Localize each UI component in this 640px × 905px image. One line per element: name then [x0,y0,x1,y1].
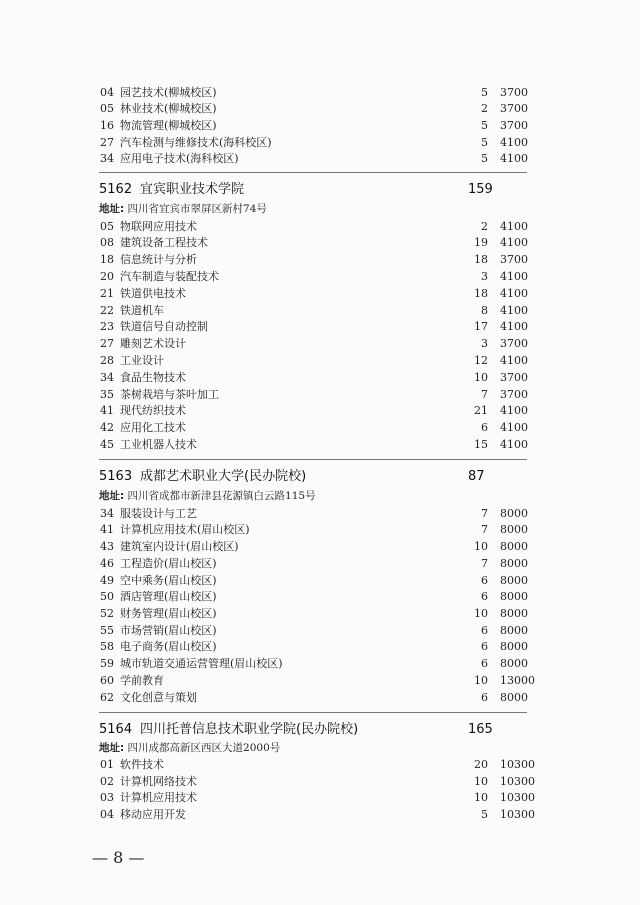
address-text: 四川成都高新区西区大道2000号 [127,742,281,754]
major-fee: 3700 [500,253,528,266]
major-fee: 4100 [500,287,528,300]
major-row [0,506,640,522]
address-label: 地址: [99,490,125,502]
major-name: 工程造价(眉山校区) [120,557,217,570]
major-row [0,101,640,117]
major-row [0,539,640,555]
major-name: 服装设计与工艺 [120,507,197,520]
section-divider [99,459,527,460]
major-code: 23 [100,320,114,333]
major-row [0,286,640,302]
major-code: 41 [100,404,114,417]
major-fee: 10300 [500,808,535,821]
major-fee: 8000 [500,523,528,536]
major-fee: 3700 [500,119,528,132]
major-count: 5 [481,136,488,149]
major-fee: 10300 [500,791,535,804]
major-code: 35 [100,388,114,401]
major-fee: 4100 [500,220,528,233]
major-fee: 10300 [500,758,535,771]
major-count: 5 [481,119,488,132]
school-total: 159 [468,182,493,197]
school-address [99,201,267,217]
address-text: 四川省成都市新津县花源镇白云路115号 [127,490,316,502]
major-fee: 3700 [500,337,528,350]
school-address [99,740,280,756]
major-fee: 3700 [500,86,528,99]
major-count: 17 [474,320,488,333]
major-name: 电子商务(眉山校区) [120,640,217,653]
major-count: 3 [481,270,488,283]
major-count: 6 [481,624,488,637]
major-name: 物流管理(柳城校区) [120,119,217,132]
major-code: 46 [100,557,114,570]
major-name: 工业机器人技术 [120,438,197,451]
major-row [0,623,640,639]
major-fee: 8000 [500,590,528,603]
address-label: 地址: [99,203,125,215]
major-name: 酒店管理(眉山校区) [120,590,217,603]
school-code: 5164 [99,722,133,737]
major-fee: 4100 [500,421,528,434]
major-row [0,319,640,335]
major-code: 43 [100,540,114,553]
major-code: 34 [100,371,114,384]
major-count: 6 [481,691,488,704]
major-name: 林业技术(柳城校区) [120,102,217,115]
major-name: 茶树栽培与茶叶加工 [120,388,219,401]
major-name: 城市轨道交通运营管理(眉山校区) [120,657,283,670]
major-row [0,690,640,706]
major-fee: 4100 [500,136,528,149]
major-code: 05 [100,220,114,233]
major-fee: 4100 [500,304,528,317]
major-count: 15 [474,438,488,451]
major-code: 62 [100,691,114,704]
major-count: 7 [481,557,488,570]
major-name: 园艺技术(柳城校区) [120,86,217,99]
major-count: 6 [481,657,488,670]
major-code: 16 [100,119,114,132]
major-row [0,370,640,386]
page-number: — 8 — [92,848,145,867]
school-name: 四川托普信息技术职业学院(民办院校) [140,722,359,737]
major-code: 02 [100,775,114,788]
major-fee: 13000 [500,674,535,687]
major-row [0,420,640,436]
major-count: 19 [474,236,488,249]
major-fee: 4100 [500,152,528,165]
major-row [0,522,640,538]
major-count: 8 [481,304,488,317]
major-count: 12 [474,354,488,367]
major-row [0,336,640,352]
major-count: 10 [474,674,488,687]
school-total: 87 [468,469,485,484]
major-row [0,403,640,419]
major-fee: 8000 [500,607,528,620]
major-code: 28 [100,354,114,367]
major-fee: 8000 [500,691,528,704]
major-name: 计算机应用技术 [120,791,197,804]
major-name: 计算机网络技术 [120,775,197,788]
major-name: 信息统计与分析 [120,253,197,266]
major-row [0,790,640,806]
major-row [0,606,640,622]
major-name: 食品生物技术 [120,371,186,384]
major-name: 文化创意与策划 [120,691,197,704]
major-code: 04 [100,808,114,821]
section-divider [99,172,527,173]
major-code: 58 [100,640,114,653]
major-fee: 10300 [500,775,535,788]
major-row [0,774,640,790]
school-header [0,180,640,200]
major-name: 软件技术 [120,758,164,771]
major-count: 2 [481,102,488,115]
major-name: 计算机应用技术(眉山校区) [120,523,250,536]
school-total: 165 [468,722,493,737]
major-name: 铁道机车 [120,304,164,317]
major-name: 物联网应用技术 [120,220,197,233]
major-code: 34 [100,507,114,520]
major-count: 21 [474,404,488,417]
major-count: 6 [481,574,488,587]
major-name: 学前教育 [120,674,164,687]
major-fee: 4100 [500,404,528,417]
major-code: 41 [100,523,114,536]
major-fee: 4100 [500,354,528,367]
major-code: 04 [100,86,114,99]
major-row [0,219,640,235]
school-address [99,488,316,504]
major-count: 3 [481,337,488,350]
major-code: 20 [100,270,114,283]
major-name: 铁道供电技术 [120,287,186,300]
school-header [0,720,640,740]
major-count: 10 [474,371,488,384]
major-row [0,303,640,319]
major-name: 雕刻艺术设计 [120,337,186,350]
section-divider [99,712,527,713]
major-count: 18 [474,253,488,266]
major-row [0,639,640,655]
school-code: 5163 [99,469,133,484]
school-header [0,467,640,487]
major-count: 5 [481,808,488,821]
address-label: 地址: [99,742,125,754]
major-fee: 8000 [500,624,528,637]
major-row [0,589,640,605]
major-count: 10 [474,540,488,553]
major-count: 6 [481,590,488,603]
major-code: 42 [100,421,114,434]
major-row [0,656,640,672]
major-count: 18 [474,287,488,300]
major-row [0,269,640,285]
major-code: 08 [100,236,114,249]
major-count: 5 [481,86,488,99]
major-fee: 8000 [500,557,528,570]
major-row [0,556,640,572]
major-code: 01 [100,758,114,771]
major-name: 移动应用开发 [120,808,186,821]
major-fee: 8000 [500,640,528,653]
major-code: 50 [100,590,114,603]
major-name: 财务管理(眉山校区) [120,607,217,620]
major-code: 03 [100,791,114,804]
major-count: 7 [481,388,488,401]
major-name: 空中乘务(眉山校区) [120,574,217,587]
major-fee: 4100 [500,438,528,451]
major-code: 27 [100,337,114,350]
major-row [0,353,640,369]
major-count: 6 [481,421,488,434]
major-row [0,151,640,167]
major-fee: 4100 [500,236,528,249]
major-count: 20 [474,758,488,771]
major-name: 应用电子技术(海科校区) [120,152,239,165]
major-name: 现代纺织技术 [120,404,186,417]
major-fee: 3700 [500,102,528,115]
major-count: 2 [481,220,488,233]
major-count: 10 [474,607,488,620]
major-fee: 4100 [500,270,528,283]
address-text: 四川省宜宾市翠屏区新村74号 [127,203,267,215]
major-fee: 3700 [500,388,528,401]
major-row [0,437,640,453]
major-row [0,85,640,101]
major-name: 汽车检测与维修技术(海科校区) [120,136,272,149]
major-code: 49 [100,574,114,587]
major-fee: 8000 [500,540,528,553]
major-code: 55 [100,624,114,637]
major-name: 汽车制造与装配技术 [120,270,219,283]
major-fee: 8000 [500,574,528,587]
major-count: 7 [481,507,488,520]
major-code: 18 [100,253,114,266]
major-name: 建筑室内设计(眉山校区) [120,540,239,553]
major-row [0,757,640,773]
major-row [0,673,640,689]
major-name: 应用化工技术 [120,421,186,434]
major-code: 60 [100,674,114,687]
major-code: 21 [100,287,114,300]
school-name: 宜宾职业技术学院 [140,182,245,197]
major-count: 10 [474,775,488,788]
major-name: 铁道信号自动控制 [120,320,208,333]
major-row [0,235,640,251]
major-count: 5 [481,152,488,165]
major-row [0,135,640,151]
major-code: 52 [100,607,114,620]
major-fee: 8000 [500,657,528,670]
major-code: 59 [100,657,114,670]
major-name: 市场营销(眉山校区) [120,624,217,637]
major-fee: 4100 [500,320,528,333]
major-fee: 3700 [500,371,528,384]
major-count: 6 [481,640,488,653]
major-code: 45 [100,438,114,451]
major-code: 34 [100,152,114,165]
major-code: 05 [100,102,114,115]
major-row [0,807,640,823]
school-name: 成都艺术职业大学(民办院校) [140,469,307,484]
major-count: 7 [481,523,488,536]
major-code: 22 [100,304,114,317]
major-row [0,387,640,403]
major-name: 工业设计 [120,354,164,367]
major-row [0,252,640,268]
school-code: 5162 [99,182,133,197]
major-row [0,118,640,134]
major-row [0,573,640,589]
major-name: 建筑设备工程技术 [120,236,208,249]
major-fee: 8000 [500,507,528,520]
major-code: 27 [100,136,114,149]
major-count: 10 [474,791,488,804]
